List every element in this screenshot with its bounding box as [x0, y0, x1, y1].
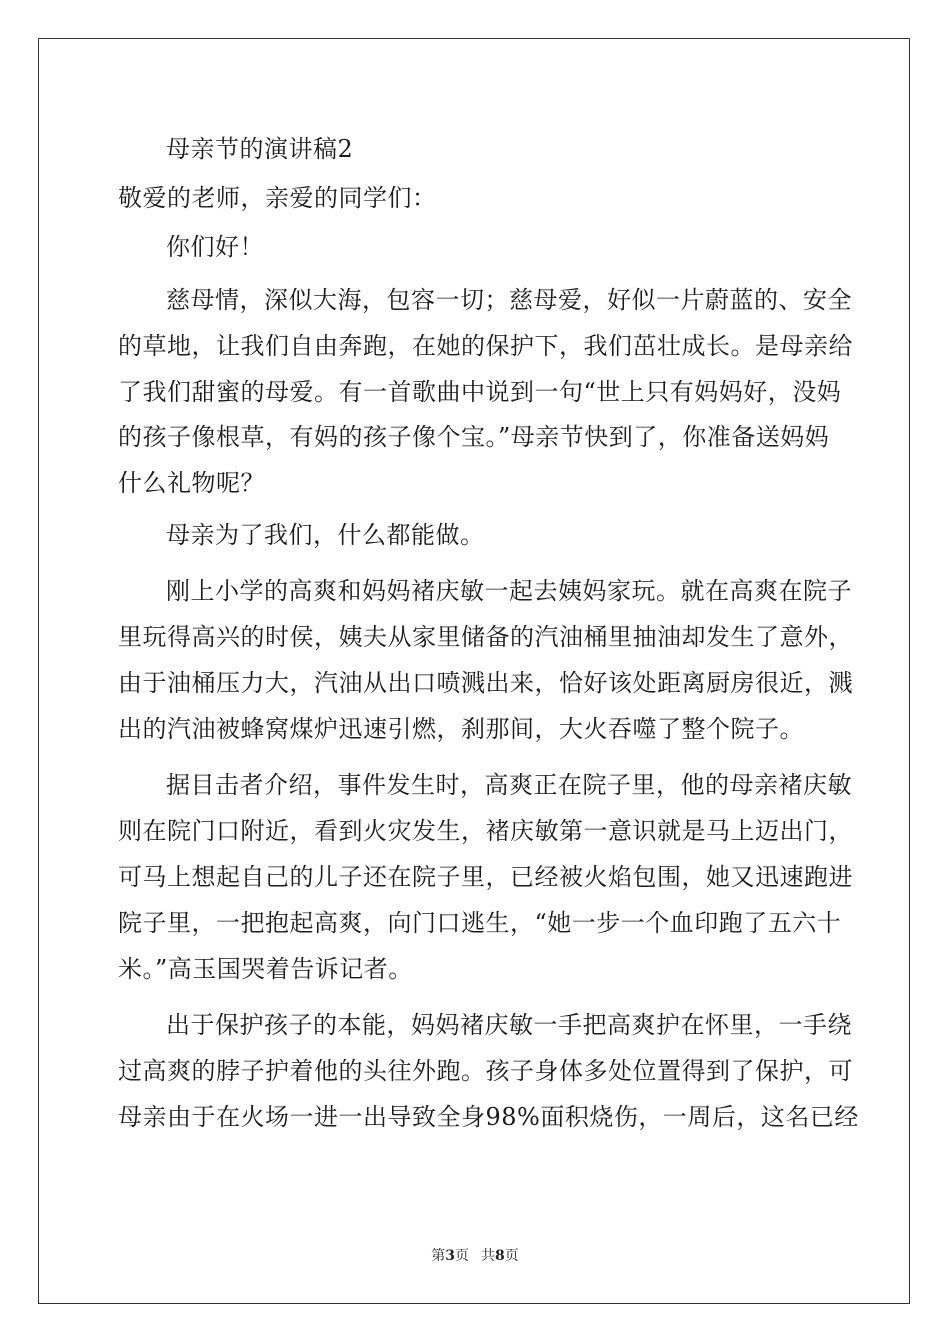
paragraph-line: 米。”高玉国哭着告诉记者。 — [118, 955, 413, 983]
page-footer — [0, 1245, 950, 1265]
total-prefix: 共 — [481, 1248, 495, 1264]
paragraph-line: 则在院门口附近，看到火灾发生，褚庆敏第一意识就是马上迈出门， — [118, 817, 853, 845]
paragraph-line: 什么礼物呢？ — [118, 469, 265, 497]
paragraph-line: 里玩得高兴的时侯，姨夫从家里储备的汽油桶里抽油却发生了意外， — [118, 623, 853, 651]
paragraph-line: 出的汽油被蜂窝煤炉迅速引燃，刹那间，大火吞噬了整个院子。 — [118, 715, 804, 743]
paragraph-line: 母亲由于在火场一进一出导致全身98%面积烧伤，一周后，这名已经 — [118, 1103, 859, 1131]
paragraph-line: 母亲为了我们，什么都能做。 — [166, 521, 485, 549]
page-suffix: 页 — [455, 1248, 469, 1264]
paragraph-line: 的草地，让我们自由奔跑，在她的保护下，我们茁壮成长。是母亲给 — [118, 332, 853, 360]
paragraph-line: 了我们甜蜜的母爱。有一首歌曲中说到一句“世上只有妈妈好，没妈 — [118, 378, 842, 406]
page-prefix: 第 — [431, 1248, 446, 1264]
paragraph-line: 院子里，一把抱起高爽，向门口逃生，“她一步一个血印跑了五六十 — [118, 909, 842, 937]
greeting: 你们好！ — [166, 233, 264, 261]
total-pages: 8 — [495, 1248, 505, 1264]
paragraph-line: 由于油桶压力大，汽油从出口喷溅出来，恰好该处距离厨房很近，溅 — [118, 669, 853, 697]
paragraph-line: 过高爽的脖子护着他的头往外跑。孩子身体多处位置得到了保护，可 — [118, 1057, 853, 1085]
paragraph-line: 据目击者介绍，事件发生时，高爽正在院子里，他的母亲褚庆敏 — [166, 771, 852, 799]
total-suffix: 页 — [504, 1248, 519, 1264]
page-number: 3 — [445, 1248, 455, 1264]
paragraph-line: 慈母情，深似大海，包容一切；慈母爱，好似一片蔚蓝的、安全 — [166, 286, 852, 314]
paragraph-line: 刚上小学的高爽和妈妈褚庆敏一起去姨妈家玩。就在高爽在院子 — [166, 577, 852, 605]
paragraph-line: 的孩子像根草，有妈的孩子像个宝。”母亲节快到了，你准备送妈妈 — [118, 423, 830, 451]
paragraph-line: 出于保护孩子的本能，妈妈褚庆敏一手把高爽护在怀里，一手绕 — [166, 1011, 852, 1039]
document-title: 母亲节的演讲稿2 — [166, 135, 354, 163]
salutation: 敬爱的老师，亲爱的同学们： — [118, 184, 437, 212]
paragraph-line: 可马上想起自己的儿子还在院子里，已经被火焰包围，她又迅速跑进 — [118, 863, 853, 891]
